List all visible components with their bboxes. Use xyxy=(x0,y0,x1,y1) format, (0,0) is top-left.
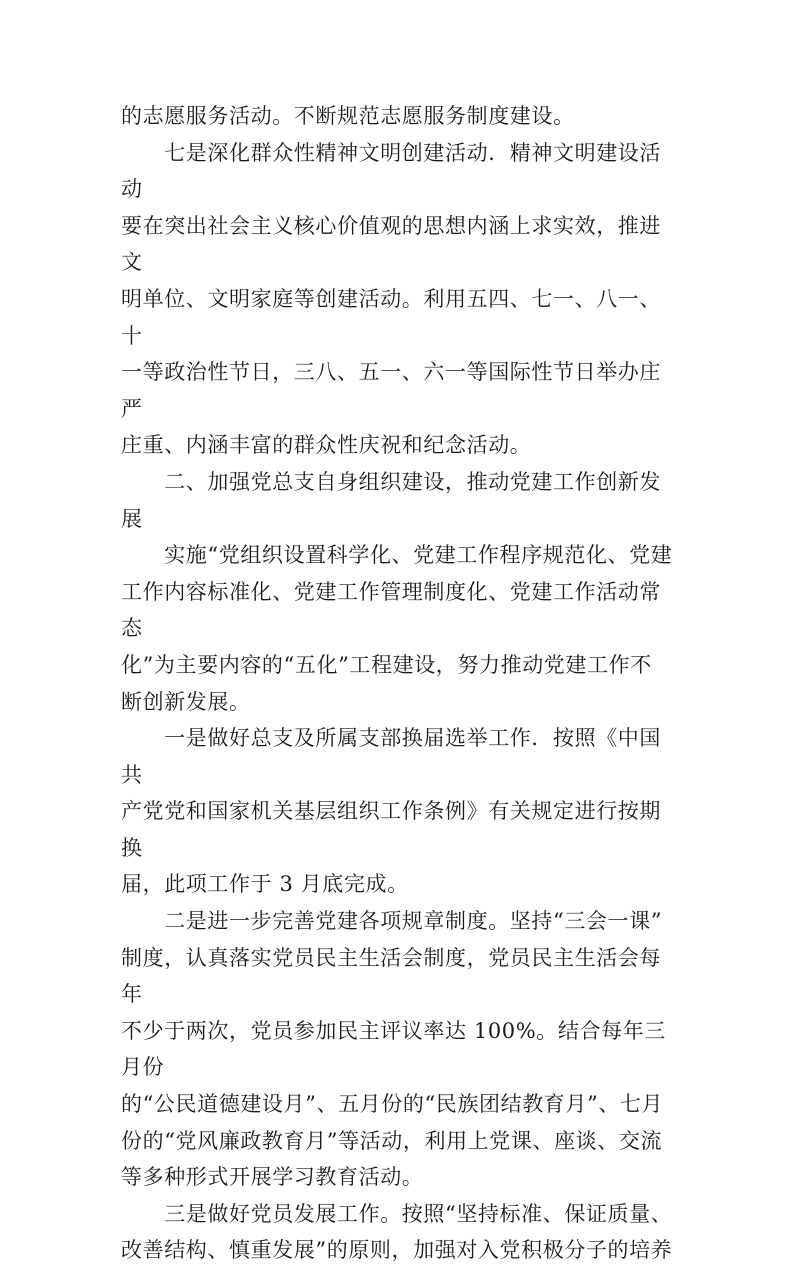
text-line: 改善结构、慎重发展”的原则，加强对入党积极分子的培养 xyxy=(121,1238,673,1263)
text-line: 明单位、文明家庭等创建活动。利用五四、七一、八一、十 xyxy=(121,286,661,348)
text-line: 的“公民道德建设月”、五月份的“民族团结教育月”、七月 xyxy=(121,1092,664,1117)
text-line: 制度，认真落实党员民主生活会制度，党员民主生活会每年 xyxy=(121,945,661,1007)
text-line: 庄重、内涵丰富的群众性庆祝和纪念活动。 xyxy=(121,433,532,458)
text-line: 的志愿服务活动。不断规范志愿服务制度建设。 xyxy=(121,104,575,128)
text-line: 三是做好党员发展工作。按照“坚持标准、保证质量、 xyxy=(121,1201,673,1226)
text-line: 工作内容标准化、党建工作管理制度化、党建工作活动常态 xyxy=(121,579,661,641)
text-line: 二是进一步完善党建各项规章制度。坚持“三会一课” xyxy=(121,909,663,934)
text-line: 不少于两次，党员参加民主评议率达 100%。结合每年三月份 xyxy=(121,1018,666,1080)
text-line: 要在突出社会主义核心价值观的思想内涵上求实效，推进文 xyxy=(121,213,661,275)
text-line: 产党党和国家机关基层组织工作条例》有关规定进行按期换 xyxy=(121,799,661,860)
text-line: 实施“党组织设置科学化、党建工作程序规范化、党建 xyxy=(121,543,673,568)
text-line: 等多种形式开展学习教育活动。 xyxy=(121,1165,424,1190)
text-line: 断创新发展。 xyxy=(121,689,251,714)
text-line: 届，此项工作于 3 月底完成。 xyxy=(121,872,409,897)
text-line: 一等政治性节日，三八、五一、六一等国际性节日举办庄严 xyxy=(121,360,661,421)
text-line: 七是深化群众性精神文明创建活动．精神文明建设活动 xyxy=(121,140,661,202)
section-heading: 二、加强党总支自身组织建设，推动党建工作创新发展 xyxy=(121,469,661,531)
text-line: 一是做好总支及所属支部换届选举工作．按照《中国共 xyxy=(121,726,661,787)
text-line: 化”为主要内容的“五化”工程建设，努力推动党建工作不 xyxy=(121,652,652,677)
document-body xyxy=(121,98,681,1269)
text-line: 份的“党风廉政教育月”等活动，利用上党课、座谈、交流 xyxy=(121,1128,663,1153)
